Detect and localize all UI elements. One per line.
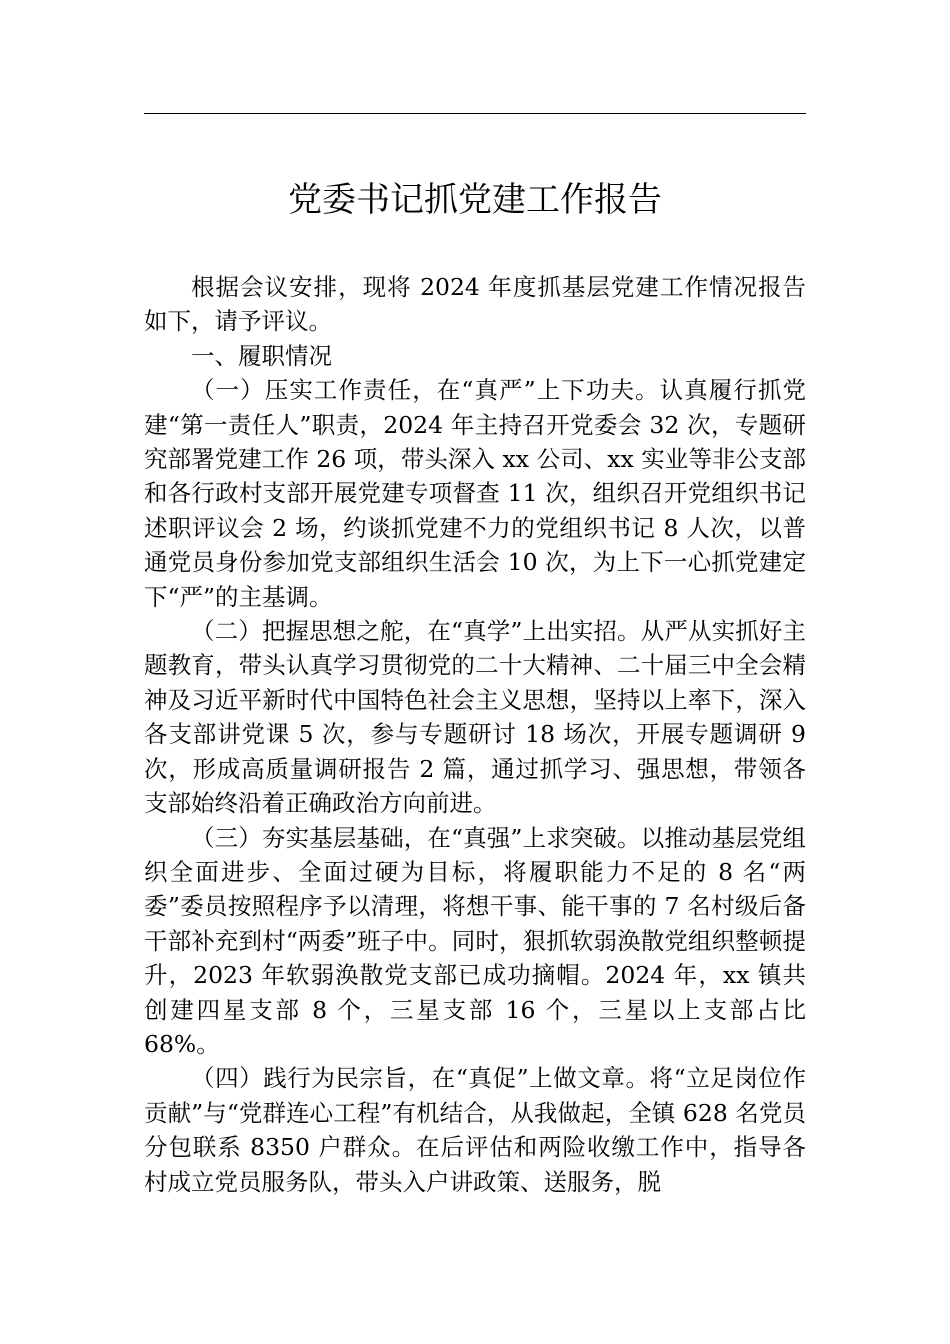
section-heading-text: 一、履职情况 <box>191 341 332 370</box>
paragraph-item-2 <box>144 614 806 820</box>
paragraph-item-4 <box>144 1061 806 1199</box>
paragraph-item-3-label: （三）夯实基层基础，在“真强”上求突破。 <box>191 823 641 852</box>
section-heading <box>144 339 806 373</box>
paragraph-item-4-text: 将“立足岗位作贡献”与“党群连心工程”有机结合，从我做起，全镇 628 名党员分包联系 8350 户群众。在后评估和两险收缴工作中，指导各村成立党员服务队，带头入户讲政策、送服务，脱 <box>144 1064 806 1196</box>
paragraph-item-1 <box>144 373 806 614</box>
intro-text: 根据会议安排，现将 2024 年度抓基层党建工作情况报告如下，请予评议。 <box>144 273 806 336</box>
paragraph-item-3-text: 以推动基层党组织全面进步、全面过硬为目标，将履职能力不足的 8 名“两委”委员按照程序予以清理，将想干事、能干事的 7 名村级后备干部补充到村“两委”班子中。同时，狠抓软弱涣散党组织整顿提升，2023 年软弱涣散党支部已成功摘帽。2024 年，xx 镇共创建四星支部 8 个，三星支部 16 个，三星以上支部占比 68%。 <box>144 823 807 1058</box>
document-title: 党委书记抓党建工作报告 <box>288 180 662 220</box>
document-body <box>144 270 806 1199</box>
paragraph-item-1-text: 认真履行抓党建“第一责任人”职责，2024 年主持召开党委会 32 次，专题研究部署党建工作 26 项，带头深入 xx 公司、xx 实业等非公支部和各行政村支部开展党建专项督查 11 次，组织召开党组织书记述职评议会 2 场，约谈抓党建不力的党组织书记 8 人次，以普通党员身份参加党支部组织生活会 10 次，为上下一心抓党建定下“严”的主基调。 <box>144 376 807 611</box>
paragraph-item-1-label: （一）压实工作责任，在“真严”上下功夫。 <box>191 376 660 405</box>
intro-paragraph <box>144 270 806 339</box>
paragraph-item-3 <box>144 821 806 1062</box>
paragraph-item-2-label: （二）把握思想之舵，在“真学”上出实招。 <box>191 617 641 646</box>
paragraph-item-2-text: 从严从实抓好主题教育，带头认真学习贯彻党的二十大精神、二十届三中全会精神及习近平新时代中国特色社会主义思想，坚持以上率下，深入各支部讲党课 5 次，参与专题研讨 18 场次，开展专题调研 9 次，形成高质量调研报告 2 篇，通过抓学习、强思想，带领各支部始终沿着正确政治方向前进。 <box>144 617 807 818</box>
paragraph-item-4-label: （四）践行为民宗旨，在“真促”上做文章。 <box>191 1064 650 1093</box>
header-rule <box>144 113 806 114</box>
